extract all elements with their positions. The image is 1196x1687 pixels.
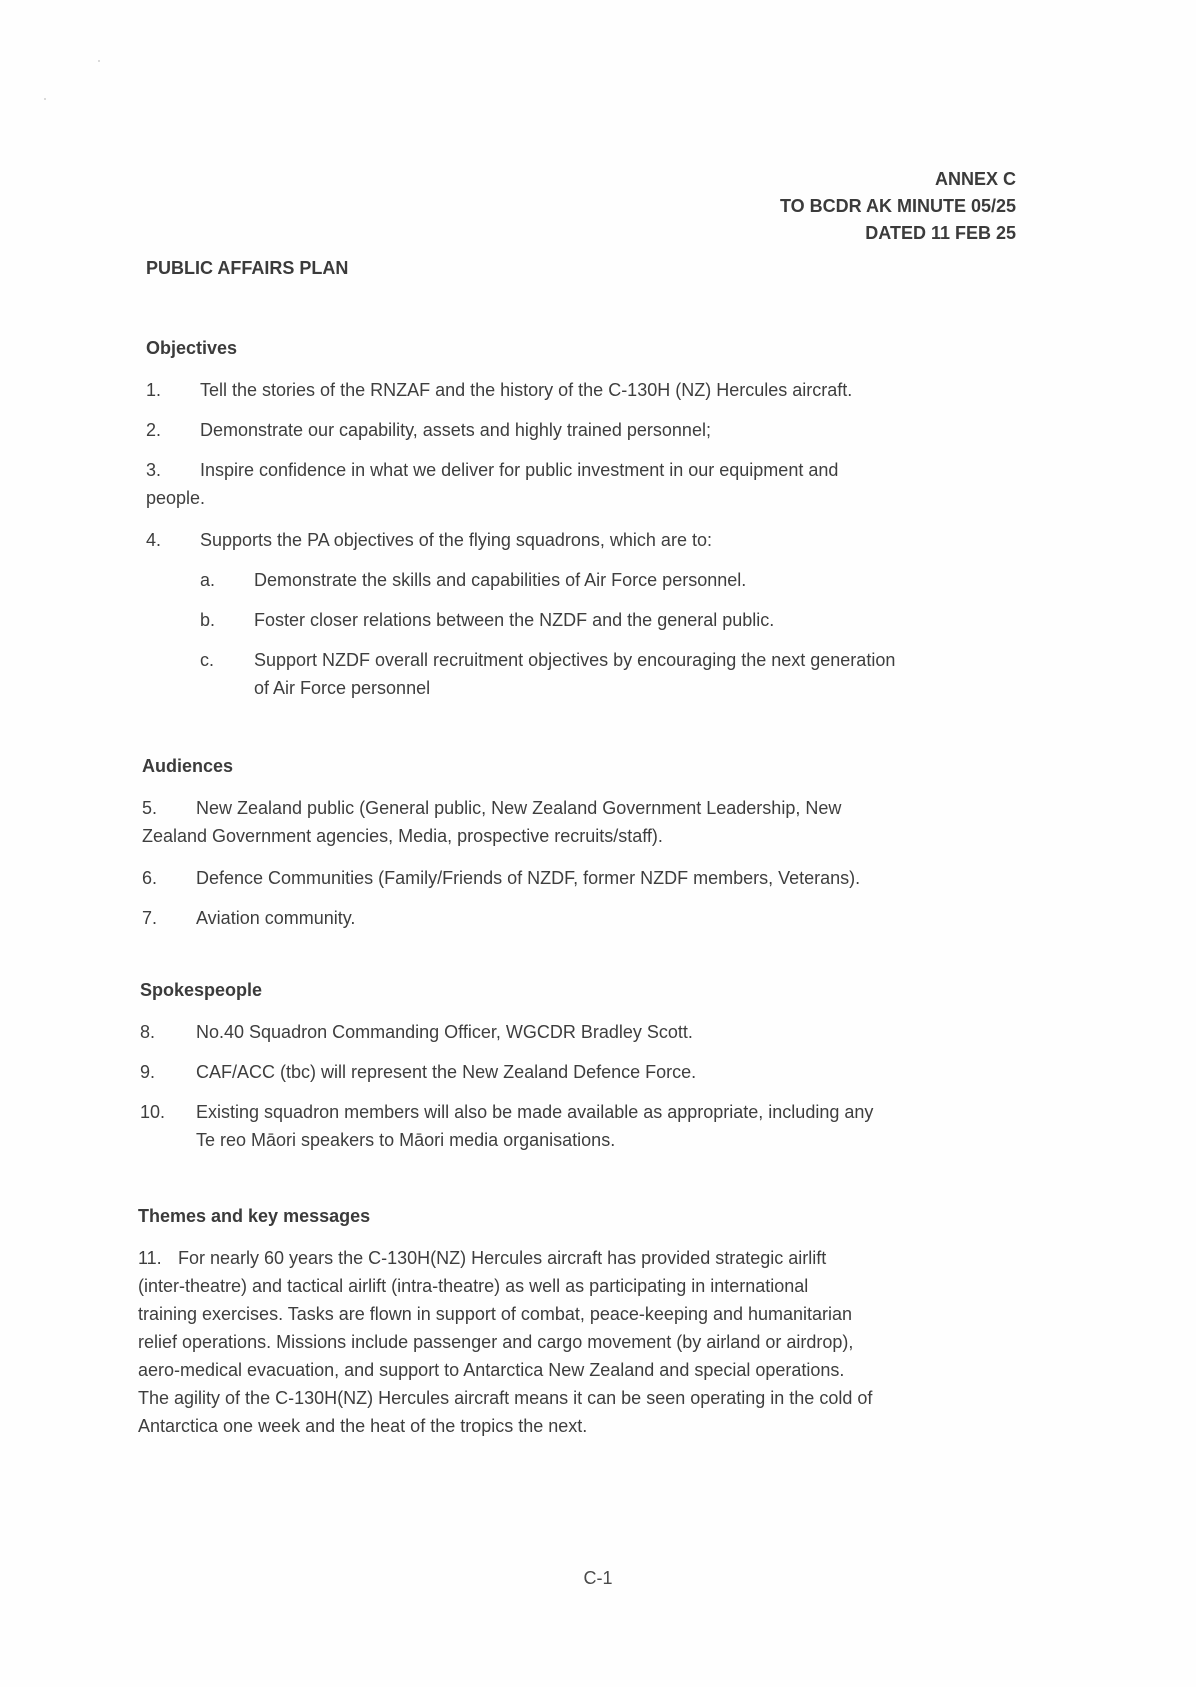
paragraph-line: (inter-theatre) and tactical airlift (intra-theatre) as well as participating in international [138,1276,809,1296]
subitem-text: Demonstrate the skills and capabilities of Air Force personnel. [254,570,747,590]
audiences-heading: Audiences [142,756,234,776]
item-text: Demonstrate our capability, assets and highly trained personnel; [200,420,711,440]
subitem-continuation: of Air Force personnel [254,678,431,698]
item-continuation: people. [146,488,206,508]
item-number: 9. [140,1062,156,1082]
item-text: Existing squadron members will also be made available as appropriate, including any [196,1102,874,1122]
item-number: 4. [146,530,162,550]
item-number: 3. [146,460,162,480]
item-number: 2. [146,420,162,440]
item-number: 10. [140,1102,166,1122]
item-text: No.40 Squadron Commanding Officer, WGCDR Bradley Scott. [196,1022,693,1042]
item-text: Aviation community. [196,908,356,928]
item-number: 7. [142,908,158,928]
item-text: New Zealand public (General public, New Zealand Government Leadership, New [196,798,842,818]
item-number: 1. [146,380,162,400]
item-number: 6. [142,868,158,888]
paragraph-line: training exercises. Tasks are flown in support of combat, peace-keeping and humanitarian [138,1304,853,1324]
scan-speck [44,98,46,100]
item-text: For nearly 60 years the C-130H(NZ) Hercules aircraft has provided strategic airlift [178,1248,827,1268]
item-text: Supports the PA objectives of the flying squadrons, which are to: [200,530,712,550]
page-number: C-1 [583,1568,613,1588]
item-continuation: Zealand Government agencies, Media, prospective recruits/staff). [142,826,663,846]
subitem-letter: a. [200,570,216,590]
subitem-letter: b. [200,610,216,630]
subitem-text: Support NZDF overall recruitment objectives by encouraging the next generation [254,650,896,670]
item-text: Defence Communities (Family/Friends of NZDF, former NZDF members, Veterans). [196,868,861,888]
annex-label: ANNEX C [934,169,1016,189]
objective-item-3 [146,456,966,516]
objectives-heading: Objectives [146,338,238,358]
paragraph-line [138,1244,1038,1272]
item-number: 5. [142,798,158,818]
subitem-letter: c. [200,650,215,670]
paragraph-line: aero-medical evacuation, and support to Antarctica New Zealand and special operations. [138,1360,845,1380]
paragraph-line: Antarctica one week and the heat of the tropics the next. [138,1416,588,1436]
item-number: 8. [140,1022,156,1042]
scan-speck [98,60,100,62]
document-date: DATED 11 FEB 25 [865,223,1016,243]
subitem-text: Foster closer relations between the NZDF and the general public. [254,610,775,630]
item-text: Inspire confidence in what we deliver for public investment in our equipment and [200,460,839,480]
item-text: CAF/ACC (tbc) will represent the New Zealand Defence Force. [196,1062,697,1082]
item-number: 11. [138,1248,162,1268]
spokespeople-heading: Spokespeople [140,980,263,1000]
paragraph-line: The agility of the C-130H(NZ) Hercules aircraft means it can be seen operating in the cold of [138,1388,873,1408]
minute-reference: TO BCDR AK MINUTE 05/25 [779,196,1016,216]
paragraph-line: relief operations. Missions include passenger and cargo movement (by airland or airdrop), [138,1332,854,1352]
item-text: Tell the stories of the RNZAF and the history of the C-130H (NZ) Hercules aircraft. [200,380,853,400]
item-continuation: Te reo Māori speakers to Māori media organisations. [196,1130,616,1150]
themes-heading: Themes and key messages [138,1206,371,1226]
page-title: PUBLIC AFFAIRS PLAN [146,258,349,278]
theme-item-11 [138,1244,1038,1440]
document-reference-header [780,166,1016,247]
